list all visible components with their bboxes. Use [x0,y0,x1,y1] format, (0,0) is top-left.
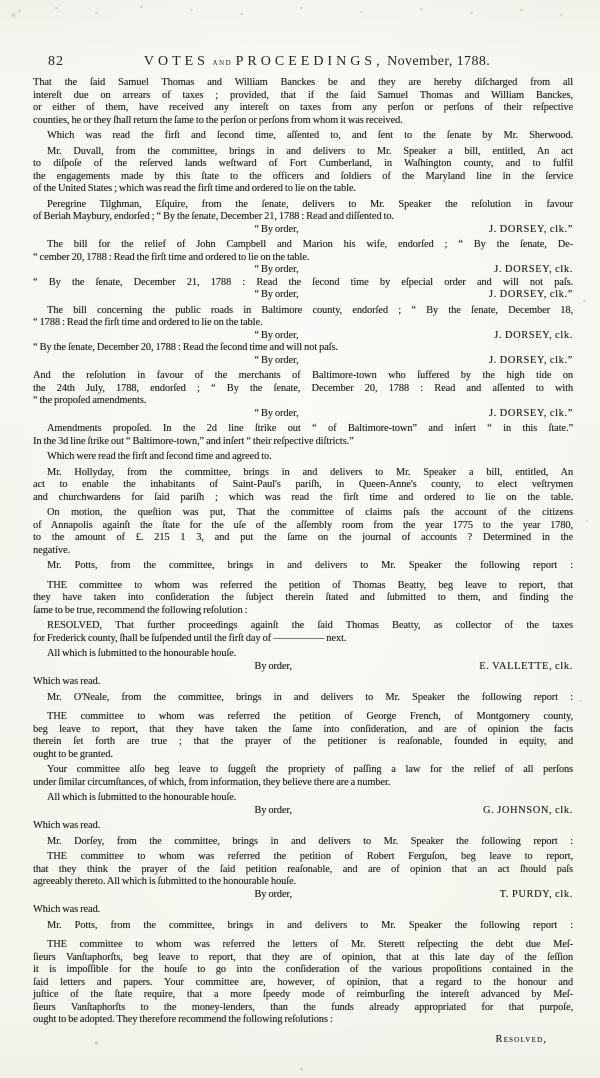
clerk-signature: G. JOHNSON, clk. [482,804,573,816]
text-line: Mr. Duvall, from the committee, brings in and delivers to Mr. Speaker a bill, entitled, An act [47,145,573,157]
text-line: of Annapolis againſt the ſtate for the uſe of the aſſembly room from the year 1775 to the year 1780, [33,519,573,531]
by-order-line [33,355,573,368]
text-line: THE committee to whom was referred the petition of Thomas Beatty, beg leave to report, that [47,579,573,591]
by-order-label: By order, [254,804,292,816]
text-line: That the ſaid Samuel Thomas and William Banckes be and they are hereby diſcharged from all [33,77,573,88]
text-line: ſieurs Vanſtaphorſts, beg leave to report, that they are of opinion, that at this late day of the ſeſſion [33,951,573,963]
text-line: THE committee to whom was referred the letters of Mr. Sterett reſpecting the debt due Meſ- [47,939,573,950]
by-order-line [33,224,573,237]
text-line: agreeably thereto. All which is ſubmitted to the honourable houſe. [33,876,296,887]
text-line: And the reſolution in favour of the merchants of Baltimore-town who ſuffered by the high tide on [33,370,573,381]
text-line: of Beriah Maybury, endorſed ; “ By the ſenate, December 21, 1788 : Read and diſſented to. [33,211,394,222]
page-number: 82 [48,54,64,69]
clerk-signature: J. DORSEY, clk. [494,329,573,341]
text-line: THE committee to whom was referred the petition of Robert Ferguſon, beg leave to report, [47,851,573,862]
text-line: Mr. O'Neale, from the committee, brings in and delivers to Mr. Speaker the following report : [47,691,573,703]
text-line: Which were read the firſt and ſecond time and agreed to. [47,451,272,462]
text-line: In the 3d line ſtrike out “ Baltimore-town,” and inſert “ their reſpective diſtricts.” [33,435,354,447]
text-line: negative. [33,544,71,556]
text-line: they have taken into conſideration the ſubject therein ſtated and ſubmitted to them, and finding the [33,592,573,603]
text-line: “ cember 20, 1788 : Read the firſt time and ordered to lie on the table. [33,251,310,263]
text-line: juſtice of the ſtate require, that a more ſpeedy mode of reimburſing the intereſt advanced by Meſ- [33,989,573,1000]
by-order-label: By order, [254,660,292,672]
text-line: or either of them, have received any intereſt on taxes from any perſon or perſons of their reſpective [33,102,573,113]
by-order-line [33,330,573,343]
text-line: to the amount of £. 215 1 3, and put the ſame on the journal of accounts ? Determined in the [33,532,573,543]
text-line: it is impoſſible for the houſe to go into the conſideration of the various propoſitions contained in the [33,964,573,975]
by-order-label: “ By order, [254,223,299,235]
text-line: “ the propoſed amendments. [33,395,147,406]
text-line: Peregrine Tilghman, Eſquire, from the ſenate, delivers to Mr. Speaker the reſolution in favour [47,198,573,210]
text-line: ſieurs Vanſtaphorſts to the money-lenders, than the funds already appropriated for that purpoſe, [33,1001,573,1013]
text-line: ſaid letters and papers. Your committee are, however, of opinion, that a regard to the honour and [33,976,573,988]
text-line: ſame to be true, recommend the following reſolution : [33,604,248,616]
title-proceedings: PROCEEDINGS, [235,54,384,69]
page-header [48,54,570,70]
by-order-label: “ By order, [254,329,299,341]
text-line: the engagements made by this ſtate to the officers and ſoldiers of the Maryland line in the ſervice [33,170,573,182]
text-line: Which was read. [33,904,101,915]
clerk-signature: E. VALLETTE, clk. [479,660,573,672]
clerk-signature: J. DORSEY, clk. [494,264,573,275]
text-line: On motion, the queſtion was put, That the committee of claims paſs the account of the citizens [47,507,573,518]
text-line: under ſimilar circumſtances, of which, from information, they believe there are a number. [33,776,391,788]
text-line: “ By the ſenate, December 20, 1788 : Read the ſecond time and will not paſs. [33,342,338,353]
clerk-signature: T. PURDY, clk. [499,888,573,900]
document-body [33,77,573,1046]
text-line: the 24th July, 1788, endorſed ; “ By the ſenate, December 20, 1788 : Read and aſſented to with [33,382,573,394]
by-order-label: “ By order, [254,407,299,419]
text-line: and churchwardens for ſaid pariſh ; which was read the firſt time and ordered to lie on the table. [33,491,573,503]
text-line: Mr. Potts, from the committee, brings in and delivers to Mr. Speaker the following report : [47,919,573,931]
title-votes: VOTES [143,54,209,69]
text-line: Which was read. [33,820,101,831]
text-line: ought to be adopted. They therefore recommend the following reſolutions : [33,1014,333,1025]
text-line: to diſpoſe of the reſerved lands weſtward of Fort Cumberland, in Waſhington county, and to fulfil [33,158,573,169]
by-order-line [33,264,573,277]
by-order-label: “ By order, [254,289,299,300]
text-line: counties, he or they ſhall return the ſame to the perſon or perſons from whom it was received. [33,114,403,126]
text-line: Mr. Hollyday, from the committee, brings in and delivers to Mr. Speaker a bill, entitled, An [47,466,573,478]
text-line: therein ſet forth are true ; that the prayer of the petitioner is reaſonable, founded in equity, and [33,736,573,747]
paper-noise [0,0,3,2]
text-line: Which was read the firſt and ſecond time, aſſented to, and ſent to the ſenate by Mr. Sherwood. [47,130,573,141]
page-title [64,54,570,70]
text-line: Mr. Potts, from the committee, brings in and delivers to Mr. Speaker the following report : [47,560,573,571]
text-line: that they think the prayer of the ſaid petition reaſonable, and are of opinion that an act ſhould paſs [33,863,573,875]
clerk-signature: J. DORSEY, clk.” [488,407,573,419]
text-line: Amendments propoſed. In the 2d line ſtrike out “ of Baltimore-town” and inſert “ in this ſtate.” [47,423,573,434]
catchword: Resolved, [495,1033,547,1045]
text-line: of the United States ; which was read the firſt time and ordered to lie on the table. [33,183,356,194]
text-line: “ By the ſenate, December 21, 1788 : Read the ſecond time by eſpecial order and will not paſs. [33,276,573,288]
text-line: Which was read. [33,676,101,687]
text-line: “ 1788 : Read the firſt time and ordered to lie on the table. [33,317,263,328]
text-line: for Frederick county, ſhall be ſuſpended until the firſt day of ————— next. [33,632,347,644]
title-and: and [212,57,233,68]
text-line: ought to be granted. [33,748,113,760]
by-order-line [33,805,573,818]
by-order-label: By order, [254,888,292,900]
text-line: All which is ſubmitted to the honourable houſe. [47,792,237,803]
text-line: The bill for the relief of John Campbell and Marion his wife, endorſed ; “ By the ſenate, De- [47,239,573,250]
text-line: RESOLVED, That further proceedings againſt the ſaid Thomas Beatty, as collector of the taxes [47,620,573,631]
text-line: Mr. Dorſey, from the committee, brings in and delivers to Mr. Speaker the following report : [47,835,573,847]
text-line: The bill concerning the public roads in Baltimore county, endorſed ; “ By the ſenate, December 18, [47,304,573,316]
by-order-line [33,661,573,674]
by-order-line [33,289,573,302]
clerk-signature: J. DORSEY, clk.” [488,354,573,366]
text-line: act to enable the inhabitants of Saint-Paul's pariſh, in Queen-Anne's county, to elect veſtrymen [33,479,573,490]
text-line: THE committee to whom was referred the petition of George French, of Montgomery county, [47,711,573,722]
by-order-label: “ By order, [254,354,299,366]
by-order-line [33,889,573,902]
clerk-signature: J. DORSEY, clk.” [488,289,573,300]
clerk-signature: J. DORSEY, clk.” [488,223,573,235]
by-order-line [33,408,573,421]
by-order-label: “ By order, [254,264,299,275]
text-line: All which is ſubmitted to the honourable houſe. [47,648,237,659]
text-line: beg leave to report, that they have taken the ſame into conſideration, and are of opinion the facts [33,723,573,735]
text-line: intereſt due on arrears of taxes ; provided, that if the ſaid Samuel Thomas and William Banckes, [33,89,573,101]
title-date: November, 1788. [387,54,491,69]
text-line: Your committee alſo beg leave to ſuggeſt the propriety of paſſing a law for the relief of all perſons [47,764,573,775]
